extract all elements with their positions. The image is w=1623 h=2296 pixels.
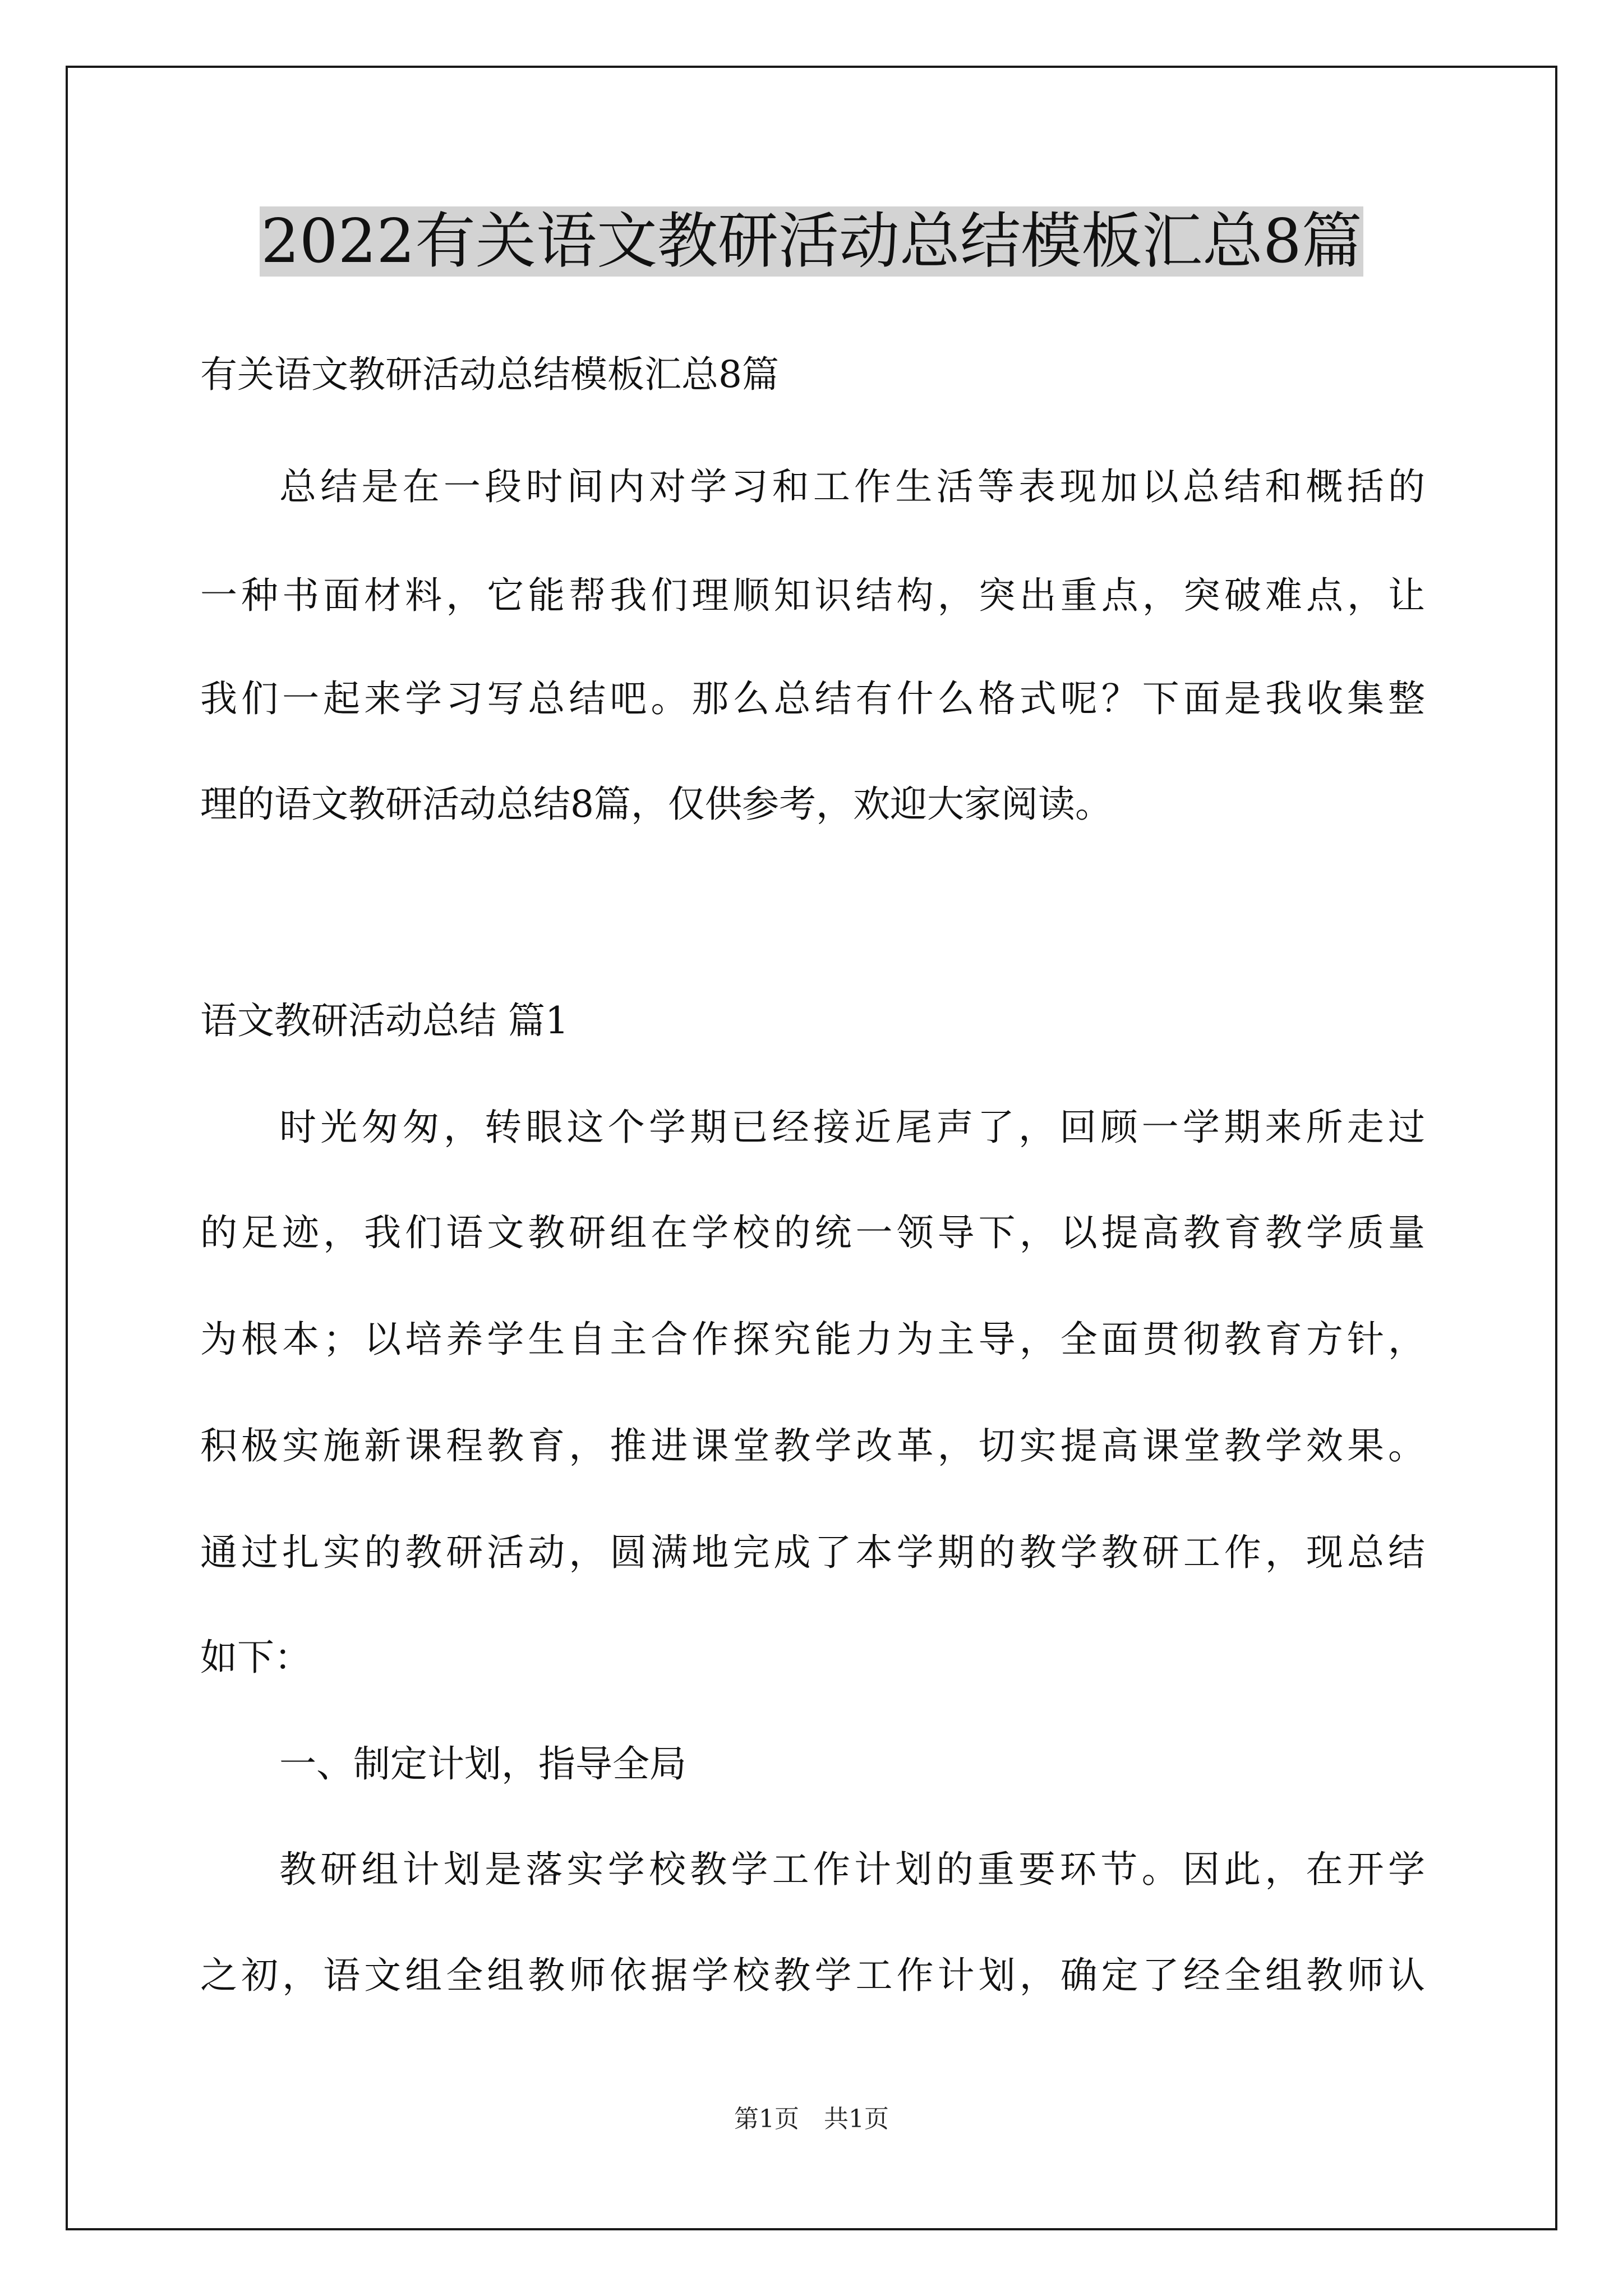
section-para-line: 如下： [200, 1636, 311, 1679]
section-para-line: 积极实施新课程教育，推进课堂教学改革，切实提高课堂教学效果。 [200, 1424, 1425, 1467]
page-footer: 第1页 共1页 [734, 2105, 889, 2133]
intro-line: 一种书面材料，它能帮我们理顺知识结构，突出重点，突破难点，让 [200, 574, 1425, 617]
section-para-line: 的足迹，我们语文教研组在学校的统一领导下，以提高教育教学质量 [200, 1211, 1425, 1254]
intro-line: 我们一起来学习写总结吧。那么总结有什么格式呢？下面是我收集整 [200, 677, 1425, 720]
document-title-text: 2022有关语文教研活动总结模板汇总8篇 [261, 206, 1362, 277]
section-heading: 语文教研活动总结 篇1 [200, 999, 569, 1042]
subheading-plan: 一、制定计划，指导全局 [279, 1742, 686, 1786]
section-para-line: 为根本；以培养学生自主合作探究能力为主导，全面贯彻教育方针， [200, 1318, 1425, 1361]
document-title [0, 200, 1623, 284]
plan-para-line: 之初，语文组全组教师依据学校教学工作计划，确定了经全组教师认 [200, 1954, 1425, 1997]
section-para-line: 通过扎实的教研活动，圆满地完成了本学期的教学教研工作，现总结 [200, 1531, 1425, 1574]
document-subtitle: 有关语文教研活动总结模板汇总8篇 [200, 353, 779, 396]
section-para-line: 时光匆匆，转眼这个学期已经接近尾声了，回顾一学期来所走过 [279, 1106, 1425, 1149]
intro-line: 理的语文教研活动总结8篇，仅供参考，欢迎大家阅读。 [200, 783, 1112, 826]
intro-line: 总结是在一段时间内对学习和工作生活等表现加以总结和概括的 [279, 465, 1425, 508]
plan-para-line: 教研组计划是落实学校教学工作计划的重要环节。因此，在开学 [279, 1848, 1425, 1891]
